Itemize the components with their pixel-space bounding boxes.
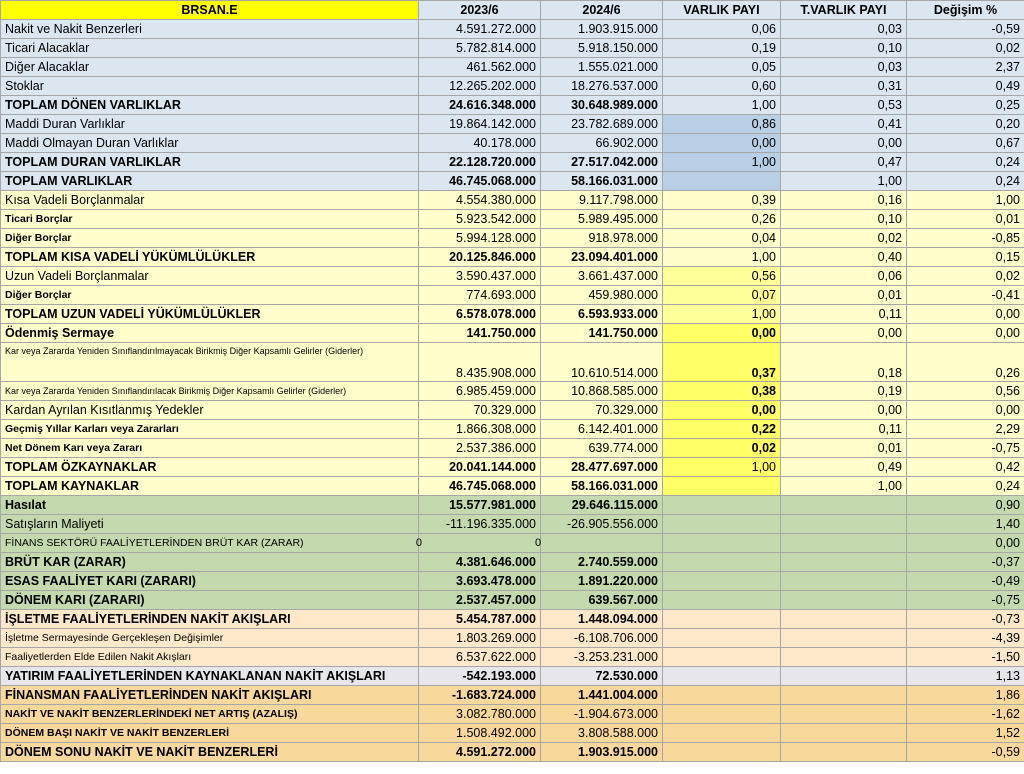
value-2023[interactable]: 4.381.646.000 (419, 553, 541, 572)
t-varlik-payi[interactable] (781, 591, 907, 610)
table-row-total (1, 248, 1024, 267)
row-label[interactable]: Hasılat (1, 496, 419, 515)
degisim[interactable]: -0,49 (907, 572, 1024, 591)
row-label[interactable]: İŞLETME FAALİYETLERİNDEN NAKİT AKIŞLARI (1, 610, 419, 629)
value-2024[interactable]: 10.610.514.000 (541, 343, 663, 382)
row-label[interactable]: Faaliyetlerden Elde Edilen Nakit Akışları (1, 648, 419, 667)
value-2024[interactable]: 1.448.094.000 (541, 610, 663, 629)
t-varlik-payi[interactable]: 0,31 (781, 77, 907, 96)
varlik-payi[interactable] (663, 496, 781, 515)
t-varlik-payi[interactable]: 0,01 (781, 439, 907, 458)
row-label[interactable]: TOPLAM KISA VADELİ YÜKÜMLÜLÜKLER (1, 248, 419, 267)
value-2023[interactable]: 22.128.720.000 (419, 153, 541, 172)
row-label[interactable]: Ticari Borçlar (1, 210, 419, 229)
value-2024[interactable]: -3.253.231.000 (541, 648, 663, 667)
value-2023[interactable]: 20.041.144.000 (419, 458, 541, 477)
degisim[interactable]: 1,86 (907, 686, 1024, 705)
value-2024[interactable]: 28.477.697.000 (541, 458, 663, 477)
varlik-payi[interactable]: 0,00 (663, 324, 781, 343)
t-varlik-payi[interactable]: 0,18 (781, 343, 907, 382)
varlik-payi[interactable]: 1,00 (663, 248, 781, 267)
value-2023[interactable]: 774.693.000 (419, 286, 541, 305)
value-2024[interactable]: 1.555.021.000 (541, 58, 663, 77)
row-label[interactable]: TOPLAM DÖNEN VARLIKLAR (1, 96, 419, 115)
row-label[interactable]: Uzun Vadeli Borçlanmalar (1, 267, 419, 286)
t-varlik-payi[interactable]: 0,41 (781, 115, 907, 134)
varlik-payi[interactable] (663, 724, 781, 743)
value-2023[interactable]: 46.745.068.000 (419, 477, 541, 496)
table-row-total (1, 172, 1024, 191)
row-label[interactable]: Maddi Duran Varlıklar (1, 115, 419, 134)
degisim[interactable]: -0,75 (907, 591, 1024, 610)
table-row (1, 724, 1024, 743)
value-2024[interactable] (541, 534, 663, 553)
degisim[interactable]: 0,24 (907, 477, 1024, 496)
table-row (1, 496, 1024, 515)
row-label[interactable]: DÖNEM SONU NAKİT VE NAKİT BENZERLERİ (1, 743, 419, 762)
table-row (1, 667, 1024, 686)
degisim[interactable]: 0,20 (907, 115, 1024, 134)
varlik-payi[interactable]: 1,00 (663, 305, 781, 324)
varlik-payi[interactable]: 0,39 (663, 191, 781, 210)
value-2024[interactable]: 23.782.689.000 (541, 115, 663, 134)
value-2023[interactable]: 19.864.142.000 (419, 115, 541, 134)
row-label-text: FİNANS SEKTÖRÜ FAALİYETLERİNDEN BRÜT KAR (ZARAR) (5, 536, 304, 549)
value-2024[interactable]: 6.593.933.000 (541, 305, 663, 324)
col-2023-header[interactable]: 2023/6 (419, 1, 541, 20)
degisim[interactable]: -1,62 (907, 705, 1024, 724)
value-2023[interactable]: 4.591.272.000 (419, 743, 541, 762)
t-varlik-payi[interactable]: 0,16 (781, 191, 907, 210)
value-2024[interactable]: 3.661.437.000 (541, 267, 663, 286)
t-varlik-payi[interactable]: 0,00 (781, 134, 907, 153)
t-varlik-payi[interactable]: 0,01 (781, 286, 907, 305)
t-varlik-payi[interactable] (781, 515, 907, 534)
table-row (1, 229, 1024, 248)
table-row-total (1, 305, 1024, 324)
t-varlik-payi[interactable] (781, 705, 907, 724)
varlik-payi[interactable]: 0,56 (663, 267, 781, 286)
value-2024[interactable]: 72.530.000 (541, 667, 663, 686)
value-2024[interactable]: 5.918.150.000 (541, 39, 663, 58)
degisim[interactable]: 0,49 (907, 77, 1024, 96)
t-varlik-payi[interactable]: 1,00 (781, 477, 907, 496)
value-2024[interactable]: 6.142.401.000 (541, 420, 663, 439)
value-2023[interactable]: 46.745.068.000 (419, 172, 541, 191)
value-2024[interactable]: 1.903.915.000 (541, 743, 663, 762)
row-label[interactable]: Kardan Ayrılan Kısıtlanmış Yedekler (1, 401, 419, 420)
value-2023[interactable]: 6.537.622.000 (419, 648, 541, 667)
row-label[interactable]: TOPLAM ÖZKAYNAKLAR (1, 458, 419, 477)
varlik-payi[interactable] (663, 515, 781, 534)
value-2023[interactable]: 2.537.386.000 (419, 439, 541, 458)
degisim[interactable]: -0,37 (907, 553, 1024, 572)
t-varlik-payi[interactable]: 0,00 (781, 401, 907, 420)
value-2023[interactable]: 12.265.202.000 (419, 77, 541, 96)
value-2023[interactable]: 5.454.787.000 (419, 610, 541, 629)
value-2023[interactable]: 70.329.000 (419, 401, 541, 420)
value-2023[interactable]: 141.750.000 (419, 324, 541, 343)
t-varlik-payi[interactable]: 0,10 (781, 39, 907, 58)
table-row (1, 648, 1024, 667)
t-varlik-payi[interactable]: 0,02 (781, 229, 907, 248)
value-2023[interactable]: 24.616.348.000 (419, 96, 541, 115)
degisim[interactable]: -4,39 (907, 629, 1024, 648)
degisim[interactable]: 0,01 (907, 210, 1024, 229)
row-label[interactable]: Nakit ve Nakit Benzerleri (1, 20, 419, 39)
value-2023[interactable]: 461.562.000 (419, 58, 541, 77)
row-label[interactable]: YATIRIM FAALİYETLERİNDEN KAYNAKLANAN NAKİT AKIŞLARI (1, 667, 419, 686)
table-row (1, 286, 1024, 305)
value-2024[interactable]: 459.980.000 (541, 286, 663, 305)
t-varlik-payi[interactable]: 0,11 (781, 305, 907, 324)
value-2023[interactable]: 1.508.492.000 (419, 724, 541, 743)
table-row (1, 134, 1024, 153)
varlik-payi[interactable] (663, 572, 781, 591)
degisim[interactable]: 0,90 (907, 496, 1024, 515)
value-2023[interactable]: 1.803.269.000 (419, 629, 541, 648)
degisim[interactable]: 0,00 (907, 305, 1024, 324)
t-varlik-payi[interactable] (781, 743, 907, 762)
degisim[interactable]: -0,59 (907, 20, 1024, 39)
table-row (1, 439, 1024, 458)
degisim[interactable]: -0,41 (907, 286, 1024, 305)
t-varlik-payi[interactable]: 1,00 (781, 172, 907, 191)
value-2023[interactable]: 6.578.078.000 (419, 305, 541, 324)
varlik-payi[interactable] (663, 667, 781, 686)
t-varlik-payi[interactable]: 0,40 (781, 248, 907, 267)
value-2023[interactable]: 4.554.380.000 (419, 191, 541, 210)
varlik-payi[interactable]: 0,04 (663, 229, 781, 248)
table-row (1, 20, 1024, 39)
value-2024[interactable]: 1.903.915.000 (541, 20, 663, 39)
t-varlik-payi[interactable] (781, 553, 907, 572)
table-row-total (1, 153, 1024, 172)
row-label[interactable]: NAKİT VE NAKİT BENZERLERİNDEKİ NET ARTIŞ (AZALIŞ) (1, 705, 419, 724)
t-varlik-payi[interactable] (781, 667, 907, 686)
value-2024[interactable]: 58.166.031.000 (541, 172, 663, 191)
degisim[interactable]: 0,00 (907, 534, 1024, 553)
t-varlik-payi[interactable]: 0,19 (781, 382, 907, 401)
varlik-payi[interactable] (663, 610, 781, 629)
degisim[interactable]: -0,73 (907, 610, 1024, 629)
varlik-payi[interactable]: 1,00 (663, 153, 781, 172)
table-row (1, 191, 1024, 210)
value-2024[interactable]: 3.808.588.000 (541, 724, 663, 743)
table-row (1, 591, 1024, 610)
table-row (1, 39, 1024, 58)
value-2024[interactable]: 1.891.220.000 (541, 572, 663, 591)
value-2023[interactable] (419, 534, 541, 553)
degisim[interactable]: 0,00 (907, 324, 1024, 343)
table-row (1, 686, 1024, 705)
degisim[interactable]: 0,26 (907, 343, 1024, 382)
degisim[interactable]: -0,75 (907, 439, 1024, 458)
value-2024[interactable]: 70.329.000 (541, 401, 663, 420)
degisim[interactable]: 0,00 (907, 401, 1024, 420)
value-2024[interactable]: 9.117.798.000 (541, 191, 663, 210)
t-varlik-payi[interactable] (781, 724, 907, 743)
degisim[interactable]: 1,40 (907, 515, 1024, 534)
row-label[interactable]: Diğer Alacaklar (1, 58, 419, 77)
table-row (1, 267, 1024, 286)
t-varlik-payi-header[interactable]: T.VARLIK PAYI (781, 1, 907, 20)
value-2023[interactable]: 5.923.542.000 (419, 210, 541, 229)
row-label[interactable]: TOPLAM UZUN VADELİ YÜKÜMLÜLÜKLER (1, 305, 419, 324)
t-varlik-payi[interactable]: 0,53 (781, 96, 907, 115)
table-row (1, 420, 1024, 439)
row-label[interactable]: Net Dönem Karı veya Zararı (1, 439, 419, 458)
degisim[interactable]: 0,42 (907, 458, 1024, 477)
varlik-payi[interactable]: 0,26 (663, 210, 781, 229)
table-row (1, 324, 1024, 343)
varlik-payi-header[interactable]: VARLIK PAYI (663, 1, 781, 20)
varlik-payi[interactable]: 0,02 (663, 439, 781, 458)
degisim[interactable]: 2,37 (907, 58, 1024, 77)
table-row (1, 572, 1024, 591)
col-2024-header[interactable]: 2024/6 (541, 1, 663, 20)
value-2023[interactable]: 15.577.981.000 (419, 496, 541, 515)
degisim[interactable]: 0,25 (907, 96, 1024, 115)
value-2024[interactable]: 58.166.031.000 (541, 477, 663, 496)
varlik-payi[interactable] (663, 591, 781, 610)
value-2024[interactable]: 18.276.537.000 (541, 77, 663, 96)
varlik-payi[interactable]: 0,60 (663, 77, 781, 96)
value-2023[interactable]: -1.683.724.000 (419, 686, 541, 705)
t-varlik-payi[interactable] (781, 629, 907, 648)
value-2024[interactable]: 30.648.989.000 (541, 96, 663, 115)
t-varlik-payi[interactable]: 0,49 (781, 458, 907, 477)
t-varlik-payi[interactable] (781, 534, 907, 553)
table-row (1, 743, 1024, 762)
value-2024[interactable]: 1.441.004.000 (541, 686, 663, 705)
value-2024[interactable]: -1.904.673.000 (541, 705, 663, 724)
degisim[interactable]: 1,52 (907, 724, 1024, 743)
degisim[interactable]: -1,50 (907, 648, 1024, 667)
degisim[interactable]: 0,56 (907, 382, 1024, 401)
table-row (1, 705, 1024, 724)
varlik-payi[interactable]: 0,22 (663, 420, 781, 439)
t-varlik-payi[interactable]: 0,47 (781, 153, 907, 172)
degisim[interactable]: 1,13 (907, 667, 1024, 686)
value-2024[interactable]: -26.905.556.000 (541, 515, 663, 534)
varlik-payi[interactable] (663, 686, 781, 705)
value-2023[interactable]: -11.196.335.000 (419, 515, 541, 534)
row-label[interactable]: Geçmiş Yıllar Karları veya Zararları (1, 420, 419, 439)
varlik-payi[interactable]: 0,38 (663, 382, 781, 401)
degisim[interactable]: 0,02 (907, 267, 1024, 286)
value-2023[interactable]: 4.591.272.000 (419, 20, 541, 39)
row-label[interactable]: İşletme Sermayesinde Gerçekleşen Değişimler (1, 629, 419, 648)
value-2024[interactable]: 918.978.000 (541, 229, 663, 248)
table-row (1, 115, 1024, 134)
table-row (1, 401, 1024, 420)
row-label[interactable]: Diğer Borçlar (1, 286, 419, 305)
value-2024[interactable]: 10.868.585.000 (541, 382, 663, 401)
varlik-payi[interactable] (663, 743, 781, 762)
value-2023[interactable]: 5.994.128.000 (419, 229, 541, 248)
row-label[interactable] (1, 343, 419, 382)
t-varlik-payi[interactable]: 0,00 (781, 324, 907, 343)
varlik-payi[interactable] (663, 534, 781, 553)
value-2023[interactable]: 3.693.478.000 (419, 572, 541, 591)
row-label[interactable]: BRÜT KAR (ZARAR) (1, 553, 419, 572)
row-label-text: Kar veya Zararda Yeniden Sınıflandırılmayacak Birikmiş Diğer Kapsamlı Gelirler (Giderler) (5, 346, 364, 356)
t-varlik-payi[interactable] (781, 572, 907, 591)
row-label[interactable]: Ticari Alacaklar (1, 39, 419, 58)
table-row (1, 382, 1024, 401)
value-2023[interactable]: 3.590.437.000 (419, 267, 541, 286)
t-varlik-payi[interactable] (781, 610, 907, 629)
t-varlik-payi[interactable]: 0,10 (781, 210, 907, 229)
value-2024[interactable]: 66.902.000 (541, 134, 663, 153)
header-row (1, 1, 1024, 20)
degisim[interactable]: 0,15 (907, 248, 1024, 267)
varlik-payi[interactable] (663, 648, 781, 667)
degisim[interactable]: -0,59 (907, 743, 1024, 762)
value-2023[interactable]: 2.537.457.000 (419, 591, 541, 610)
varlik-payi[interactable]: 1,00 (663, 458, 781, 477)
degisim[interactable]: 0,24 (907, 172, 1024, 191)
varlik-payi[interactable] (663, 172, 781, 191)
value-2023[interactable]: 5.782.814.000 (419, 39, 541, 58)
row-label[interactable]: Diğer Borçlar (1, 229, 419, 248)
row-label[interactable]: Satışların Maliyeti (1, 515, 419, 534)
t-varlik-payi[interactable]: 0,03 (781, 58, 907, 77)
value-2023[interactable]: 1.866.308.000 (419, 420, 541, 439)
t-varlik-payi[interactable]: 0,03 (781, 20, 907, 39)
zero-value-2023: 0 (415, 537, 422, 549)
row-label[interactable] (1, 534, 422, 553)
value-2024[interactable]: 639.774.000 (541, 439, 663, 458)
row-label[interactable]: Stoklar (1, 77, 419, 96)
table-row-total (1, 96, 1024, 115)
value-2024[interactable]: 2.740.559.000 (541, 553, 663, 572)
varlik-payi[interactable] (663, 629, 781, 648)
table-row (1, 553, 1024, 572)
varlik-payi[interactable]: 0,07 (663, 286, 781, 305)
zero-value-2024: 0 (535, 537, 542, 549)
table-row-total (1, 458, 1024, 477)
value-2023[interactable]: 6.985.459.000 (419, 382, 541, 401)
row-label[interactable]: Kısa Vadeli Borçlanmalar (1, 191, 419, 210)
varlik-payi[interactable]: 0,00 (663, 134, 781, 153)
degisim[interactable]: 0,24 (907, 153, 1024, 172)
degisim[interactable]: 1,00 (907, 191, 1024, 210)
varlik-payi[interactable]: 0,05 (663, 58, 781, 77)
value-2024[interactable]: 29.646.115.000 (541, 496, 663, 515)
table-row (1, 629, 1024, 648)
value-2023[interactable]: 8.435.908.000 (419, 343, 541, 382)
value-2023[interactable]: 20.125.846.000 (419, 248, 541, 267)
varlik-payi[interactable]: 0,00 (663, 401, 781, 420)
degisim[interactable]: -0,85 (907, 229, 1024, 248)
value-2024[interactable]: 23.094.401.000 (541, 248, 663, 267)
degisim[interactable]: 0,02 (907, 39, 1024, 58)
table-row-total (1, 477, 1024, 496)
degisim[interactable]: 0,67 (907, 134, 1024, 153)
value-2024[interactable]: -6.108.706.000 (541, 629, 663, 648)
row-label[interactable]: TOPLAM VARLIKLAR (1, 172, 419, 191)
t-varlik-payi[interactable] (781, 648, 907, 667)
t-varlik-payi[interactable] (781, 496, 907, 515)
t-varlik-payi[interactable] (781, 686, 907, 705)
table-row (1, 58, 1024, 77)
varlik-payi[interactable] (663, 705, 781, 724)
varlik-payi[interactable]: 1,00 (663, 96, 781, 115)
row-label[interactable]: DÖNEM KARI (ZARARI) (1, 591, 419, 610)
value-2023[interactable]: -542.193.000 (419, 667, 541, 686)
row-label[interactable]: Kar veya Zararda Yeniden Sınıflandırılacak Birikmiş Diğer Kapsamlı Gelirler (Giderler) (1, 382, 419, 401)
varlik-payi[interactable]: 0,06 (663, 20, 781, 39)
table-row (1, 515, 1024, 534)
table-row (1, 610, 1024, 629)
row-label[interactable]: FİNANSMAN FAALİYETLERİNDEN NAKİT AKIŞLARI (1, 686, 419, 705)
row-label[interactable]: Ödenmiş Sermaye (1, 324, 419, 343)
t-varlik-payi[interactable]: 0,06 (781, 267, 907, 286)
value-2023[interactable]: 40.178.000 (419, 134, 541, 153)
ticker-header[interactable]: BRSAN.E (1, 1, 419, 20)
row-label[interactable]: ESAS FAALİYET KARI (ZARARI) (1, 572, 419, 591)
varlik-payi[interactable]: 0,86 (663, 115, 781, 134)
varlik-payi[interactable]: 0,37 (663, 343, 781, 382)
table-row (1, 534, 1024, 553)
degisim[interactable]: 2,29 (907, 420, 1024, 439)
value-2023[interactable]: 3.082.780.000 (419, 705, 541, 724)
value-2024[interactable]: 5.989.495.000 (541, 210, 663, 229)
degisim-header[interactable]: Değişim % (907, 1, 1024, 20)
table-row (1, 210, 1024, 229)
row-label[interactable]: TOPLAM DURAN VARLIKLAR (1, 153, 419, 172)
row-label[interactable]: TOPLAM KAYNAKLAR (1, 477, 419, 496)
value-2024[interactable]: 639.567.000 (541, 591, 663, 610)
varlik-payi[interactable] (663, 553, 781, 572)
table-row (1, 343, 1024, 382)
varlik-payi[interactable] (663, 477, 781, 496)
value-2024[interactable]: 141.750.000 (541, 324, 663, 343)
row-label[interactable]: Maddi Olmayan Duran Varlıklar (1, 134, 419, 153)
row-label[interactable]: DÖNEM BAŞI NAKİT VE NAKİT BENZERLERİ (1, 724, 419, 743)
table-row (1, 77, 1024, 96)
varlik-payi[interactable]: 0,19 (663, 39, 781, 58)
t-varlik-payi[interactable]: 0,11 (781, 420, 907, 439)
value-2024[interactable]: 27.517.042.000 (541, 153, 663, 172)
